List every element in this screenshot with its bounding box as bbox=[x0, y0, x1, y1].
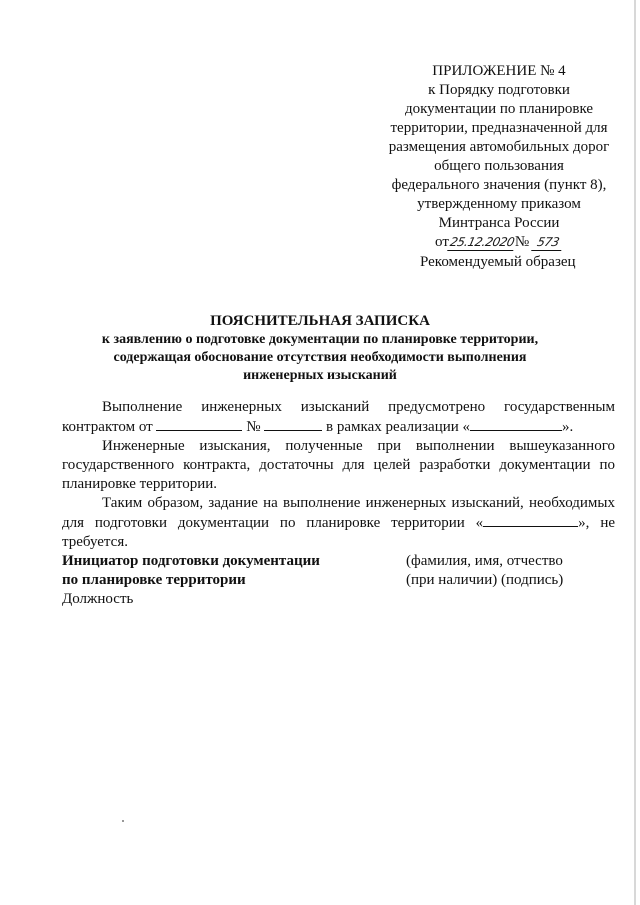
initiator-block bbox=[62, 552, 362, 609]
paragraph-conclusion-start: Таким образом, задание на выполнение инженерных изысканий, необходимых для подготовки документации по планировке территории « bbox=[62, 495, 615, 531]
document-body bbox=[62, 398, 615, 552]
initiator-label: Инициатор подготовки документации bbox=[62, 553, 320, 569]
initiator-label-continued: по планировке территории bbox=[62, 572, 246, 588]
paragraph-contract-start: Выполнение инженерных изысканий предусмотрено государственным контрактом от bbox=[62, 399, 615, 435]
appendix-line: размещения автомобильных дорог bbox=[388, 139, 610, 155]
handwritten-order-date: 25.12.2020 bbox=[448, 235, 516, 249]
appendix-line: Минтранса России bbox=[438, 215, 560, 231]
paragraph-conclusion-end: », не требуется. bbox=[62, 515, 615, 550]
paragraph-contract-middle: в рамках реализации « bbox=[326, 419, 471, 435]
appendix-line: утвержденному приказом bbox=[417, 196, 581, 212]
appendix-line: территории, предназначенной для bbox=[390, 120, 608, 136]
order-prefix: от bbox=[435, 234, 449, 250]
blank-contract-number bbox=[264, 417, 322, 431]
order-number-sign: № bbox=[514, 234, 530, 250]
document-title: ПОЯСНИТЕЛЬНАЯ ЗАПИСКА bbox=[210, 313, 430, 329]
signature-label: (при наличии) (подпись) bbox=[406, 572, 564, 588]
blank-contract-date bbox=[156, 417, 242, 431]
blank-project-title bbox=[483, 513, 578, 527]
appendix-header bbox=[368, 62, 630, 252]
appendix-line: к Порядку подготовки bbox=[428, 82, 570, 98]
number-sign: № bbox=[246, 419, 261, 435]
document-subtitle-line: инженерных изысканий bbox=[243, 368, 397, 383]
paragraph-contract bbox=[62, 398, 615, 437]
appendix-line: общего пользования bbox=[434, 158, 564, 174]
scan-speck bbox=[122, 820, 124, 822]
order-reference bbox=[368, 233, 630, 252]
appendix-line: документации по планировке bbox=[404, 101, 594, 117]
paragraph-surveys: Инженерные изыскания, полученные при выполнении вышеуказанного государственного контракта, достаточны для целей разработки документации по планировке территории. bbox=[62, 438, 615, 492]
appendix-title: ПРИЛОЖЕНИЕ № 4 bbox=[432, 63, 566, 79]
blank-project-name bbox=[470, 417, 562, 431]
document-title-block bbox=[40, 312, 600, 385]
appendix-line: федерального значения (пункт 8), bbox=[391, 177, 607, 193]
document-subtitle-line: содержащая обоснование отсутствия необходимости выполнения bbox=[113, 350, 527, 365]
paragraph-contract-end: ». bbox=[562, 419, 574, 435]
page-edge bbox=[634, 0, 636, 905]
signature-fields bbox=[406, 552, 606, 590]
handwritten-order-number: 573 bbox=[531, 234, 565, 251]
document-subtitle-line: к заявлению о подготовке документации по планировке территории, bbox=[101, 332, 539, 347]
recommended-sample-label: Рекомендуемый образец bbox=[420, 254, 576, 270]
fio-label: (фамилия, имя, отчество bbox=[406, 553, 563, 569]
paragraph-conclusion bbox=[62, 494, 615, 552]
position-label: Должность bbox=[62, 591, 134, 607]
